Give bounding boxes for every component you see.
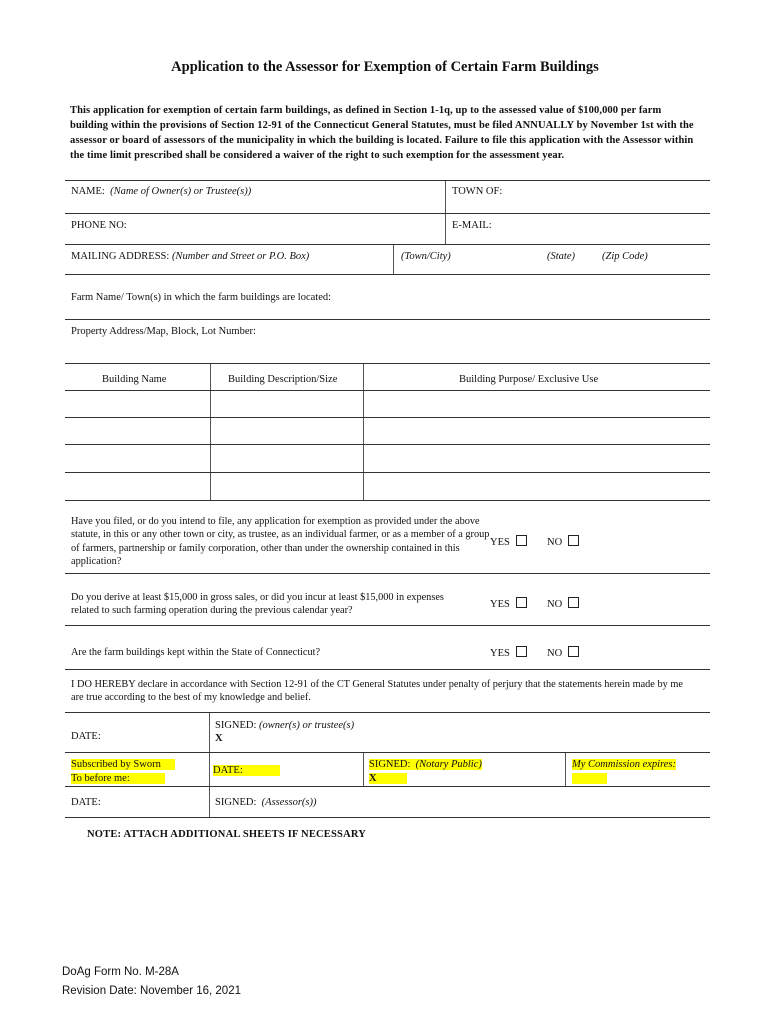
col-divider (363, 364, 364, 501)
town-city-field[interactable]: (Town/City) (401, 251, 451, 262)
rule (65, 752, 710, 753)
checkbox-icon (568, 597, 579, 608)
signed-assessor-label[interactable]: SIGNED: (Assessor(s)) (215, 797, 317, 808)
q2-yes-checkbox[interactable]: YES (490, 597, 527, 610)
table-row[interactable] (65, 444, 710, 445)
divider (445, 214, 446, 244)
property-field[interactable]: Property Address/Map, Block, Lot Number: (71, 326, 256, 337)
zip-field[interactable]: (Zip Code) (602, 251, 648, 262)
col-building-purpose: Building Purpose/ Exclusive Use (459, 374, 599, 385)
rule (65, 274, 710, 275)
rule (65, 319, 710, 320)
form-number: DoAg Form No. M-28A (62, 966, 179, 978)
table-row[interactable] (65, 390, 710, 391)
owner-signature-line[interactable]: X (215, 733, 223, 744)
rule (65, 573, 710, 574)
question-in-connecticut: Are the farm buildings kept within the State of Connecticut? (71, 647, 321, 658)
rule (65, 625, 710, 626)
question-gross-sales: Do you derive at least $15,000 in gross sales, or did you incur at least $15,000 in expenses related to such farming operation during the previous calendar year? (71, 592, 444, 617)
checkbox-icon (516, 646, 527, 657)
declaration-text: I DO HEREBY declare in accordance with Section 12-91 of the CT General Statutes under penalty of perjury that the statements herein made by me are true according to the best of my knowledge and belief. (71, 679, 683, 704)
revision-date: Revision Date: November 16, 2021 (62, 985, 241, 997)
table-top-rule (65, 363, 710, 364)
q2-no-checkbox[interactable]: NO (547, 597, 579, 610)
subscribed-sworn: Subscribed by Sworn To before me: (71, 758, 175, 786)
town-of-field[interactable]: TOWN OF: (452, 186, 503, 197)
rule (65, 817, 710, 818)
col-building-description: Building Description/Size (228, 374, 338, 385)
rule (65, 244, 710, 245)
col-divider (210, 364, 211, 501)
checkbox-icon (516, 597, 527, 608)
table-row[interactable] (65, 417, 710, 418)
intro-paragraph: This application for exemption of certain farm buildings, as defined in Section 1-1q, up to the assessed value of $100,000 per farm building within the provisions of Section 12-91 of the Connecticut General Statutes, must be filed ANNUALLY by November 1st with the assessor or board of assessors of the municipality in which the building is located. Failure to file this application with the Assessor within the time limit prescribed shall be considered a waiver of the right to such exemption for the assessment year. (70, 105, 694, 161)
state-field[interactable]: (State) (547, 251, 575, 262)
divider (209, 713, 210, 818)
q1-no-checkbox[interactable]: NO (547, 535, 579, 548)
rule (65, 180, 710, 181)
rule (65, 712, 710, 713)
name-field[interactable]: NAME: (Name of Owner(s) or Trustee(s)) (71, 186, 252, 197)
farm-name-field[interactable]: Farm Name/ Town(s) in which the farm buildings are located: (71, 292, 332, 303)
question-other-application: Have you filed, or do you intend to file, any application for exemption as provided under the above statute, in this or any other town or city, as trustee, as an individual farmer, or as a member of a group of farmers, partnership or family corporation, other than under the ownership contained in this application? (71, 516, 490, 568)
date-owner: DATE: (71, 731, 101, 742)
form-title: Application to the Assessor for Exemption of Certain Farm Buildings (171, 59, 599, 75)
checkbox-icon (516, 535, 527, 546)
phone-field[interactable]: PHONE NO: (71, 220, 127, 231)
email-field[interactable]: E-MAIL: (452, 220, 492, 231)
table-bottom-rule (65, 500, 710, 501)
checkbox-icon (568, 646, 579, 657)
q1-yes-checkbox[interactable]: YES (490, 535, 527, 548)
table-row[interactable] (65, 472, 710, 473)
divider (393, 245, 394, 274)
signed-owner-label: SIGNED: (owner(s) or trustee(s) (215, 720, 355, 731)
rule (65, 213, 710, 214)
mailing-address-field[interactable]: MAILING ADDRESS: (Number and Street or P.O. Box) (71, 251, 310, 262)
checkbox-icon (568, 535, 579, 546)
col-building-name: Building Name (102, 374, 167, 385)
note-additional-sheets: NOTE: ATTACH ADDITIONAL SHEETS IF NECESSARY (87, 829, 367, 840)
divider (445, 181, 446, 213)
date-assessor: DATE: (71, 797, 101, 808)
q3-yes-checkbox[interactable]: YES (490, 646, 527, 659)
signed-notary-label[interactable]: SIGNED: (Notary Public) X (369, 759, 482, 784)
rule (65, 669, 710, 670)
divider (363, 753, 364, 786)
q3-no-checkbox[interactable]: NO (547, 646, 579, 659)
divider (565, 753, 566, 786)
rule (65, 786, 710, 787)
date-notary[interactable]: DATE: (213, 765, 280, 776)
commission-expires[interactable]: My Commission expires: (572, 758, 676, 786)
